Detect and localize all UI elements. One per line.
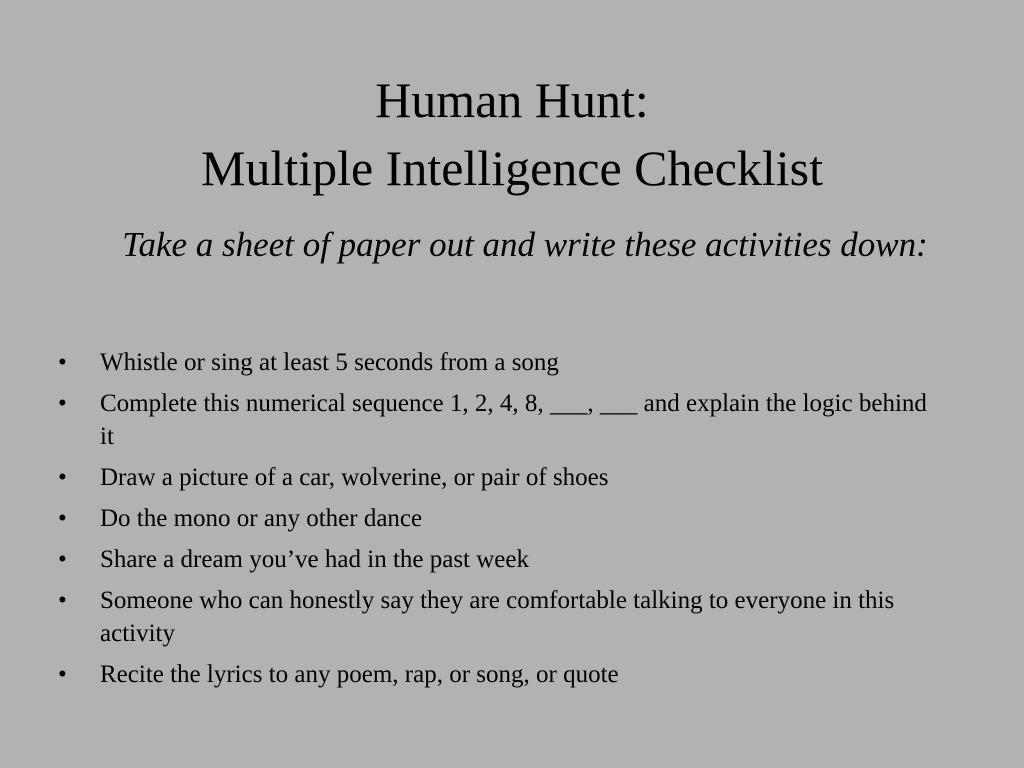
bullet-icon: • [58, 587, 67, 614]
title-line-2: Multiple Intelligence Checklist [200, 140, 824, 196]
slide-title [0, 66, 1024, 202]
list-item [58, 461, 938, 494]
bullet-icon: • [58, 390, 67, 417]
slide-subtitle: Take a sheet of paper out and write these activities down: [122, 225, 928, 264]
list-item [58, 658, 938, 691]
list-item [58, 387, 938, 453]
activity-list [58, 346, 938, 699]
list-item-text: Draw a picture of a car, wolverine, or pair of shoes [100, 464, 609, 491]
list-item [58, 543, 938, 576]
list-item-text: Whistle or sing at least 5 seconds from a song [100, 349, 559, 376]
list-item-text: Recite the lyrics to any poem, rap, or song, or quote [100, 661, 619, 688]
list-item [58, 346, 938, 379]
bullet-icon: • [58, 464, 67, 491]
list-item-text: Do the mono or any other dance [100, 505, 423, 532]
list-item [58, 502, 938, 535]
bullet-icon: • [58, 505, 67, 532]
list-item-text: Someone who can honestly say they are comfortable talking to everyone in this activity [100, 587, 895, 647]
list-item [58, 584, 938, 650]
bullet-icon: • [58, 349, 67, 376]
bullet-icon: • [58, 661, 67, 688]
title-line-1: Human Hunt: [375, 72, 649, 128]
bullet-icon: • [58, 546, 67, 573]
list-item-text: Complete this numerical sequence 1, 2, 4, 8, ___, ___ and explain the logic behind it [100, 390, 927, 450]
list-item-text: Share a dream you’ve had in the past week [100, 546, 530, 573]
